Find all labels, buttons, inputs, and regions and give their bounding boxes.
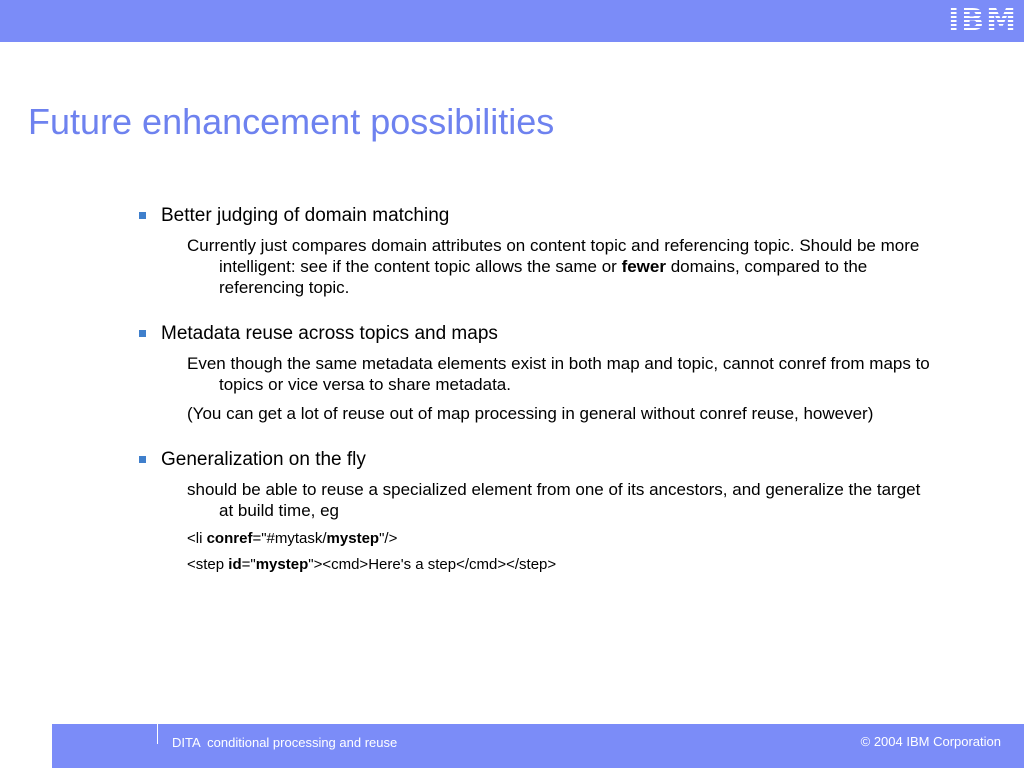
footer-bar — [52, 724, 1024, 768]
sub-paragraph: should be able to reuse a specialized element from one of its ancestors, and generalize the target at build time, eg — [187, 480, 921, 520]
footer-presentation-title: DITA conditional processing and reuse — [172, 735, 398, 750]
code-bold: id — [228, 556, 242, 573]
square-bullet-icon — [139, 330, 146, 337]
header-bar — [0, 0, 1024, 42]
ibm-logo: IBM — [948, 3, 1018, 38]
code-text: "><cmd>Here's a step</cmd></step> — [308, 556, 557, 573]
slide-content — [138, 204, 938, 599]
code-text: ="#mytask/ — [252, 530, 327, 547]
sub-paragraph — [187, 235, 938, 298]
code-example-step — [187, 555, 938, 575]
bullet-heading — [138, 448, 938, 472]
footer-copyright: © 2004 IBM Corporation — [860, 734, 1001, 749]
code-example-li — [187, 529, 938, 549]
code-bold: mystep — [255, 556, 309, 573]
sub-paragraph: (You can get a lot of reuse out of map processing in general without conref reuse, however) — [187, 404, 874, 423]
bullet-heading-text: Better judging of domain matching — [161, 205, 450, 226]
code-text: "/> — [379, 530, 398, 547]
code-text: <li — [187, 530, 207, 547]
bullet-heading-text: Metadata reuse across topics and maps — [161, 323, 498, 344]
bullet-heading — [138, 322, 938, 346]
footer-divider — [157, 724, 158, 744]
code-bold: conref — [206, 530, 253, 547]
bullet-section-generalization — [138, 448, 938, 575]
code-text: <step — [187, 556, 229, 573]
bullet-section-domain-matching — [138, 204, 938, 298]
sub-text: Currently just compares domain attributes on content topic and referencing topic. Should be more intelligent: see if the content topic allows the same or — [187, 236, 920, 276]
bullet-heading-text: Generalization on the fly — [161, 449, 366, 470]
code-text: =" — [241, 556, 256, 573]
sub-text: domains, compared to the referencing topic. — [219, 257, 868, 297]
bullet-section-metadata-reuse — [138, 322, 938, 424]
sub-paragraph: Even though the same metadata elements exist in both map and topic, cannot conref from maps to topics or vice versa to share metadata. — [187, 354, 930, 394]
bold-text: fewer — [621, 257, 666, 276]
bullet-heading — [138, 204, 938, 228]
square-bullet-icon — [139, 212, 146, 219]
square-bullet-icon — [139, 456, 146, 463]
code-bold: mystep — [326, 530, 380, 547]
slide-title: Future enhancement possibilities — [28, 101, 555, 142]
